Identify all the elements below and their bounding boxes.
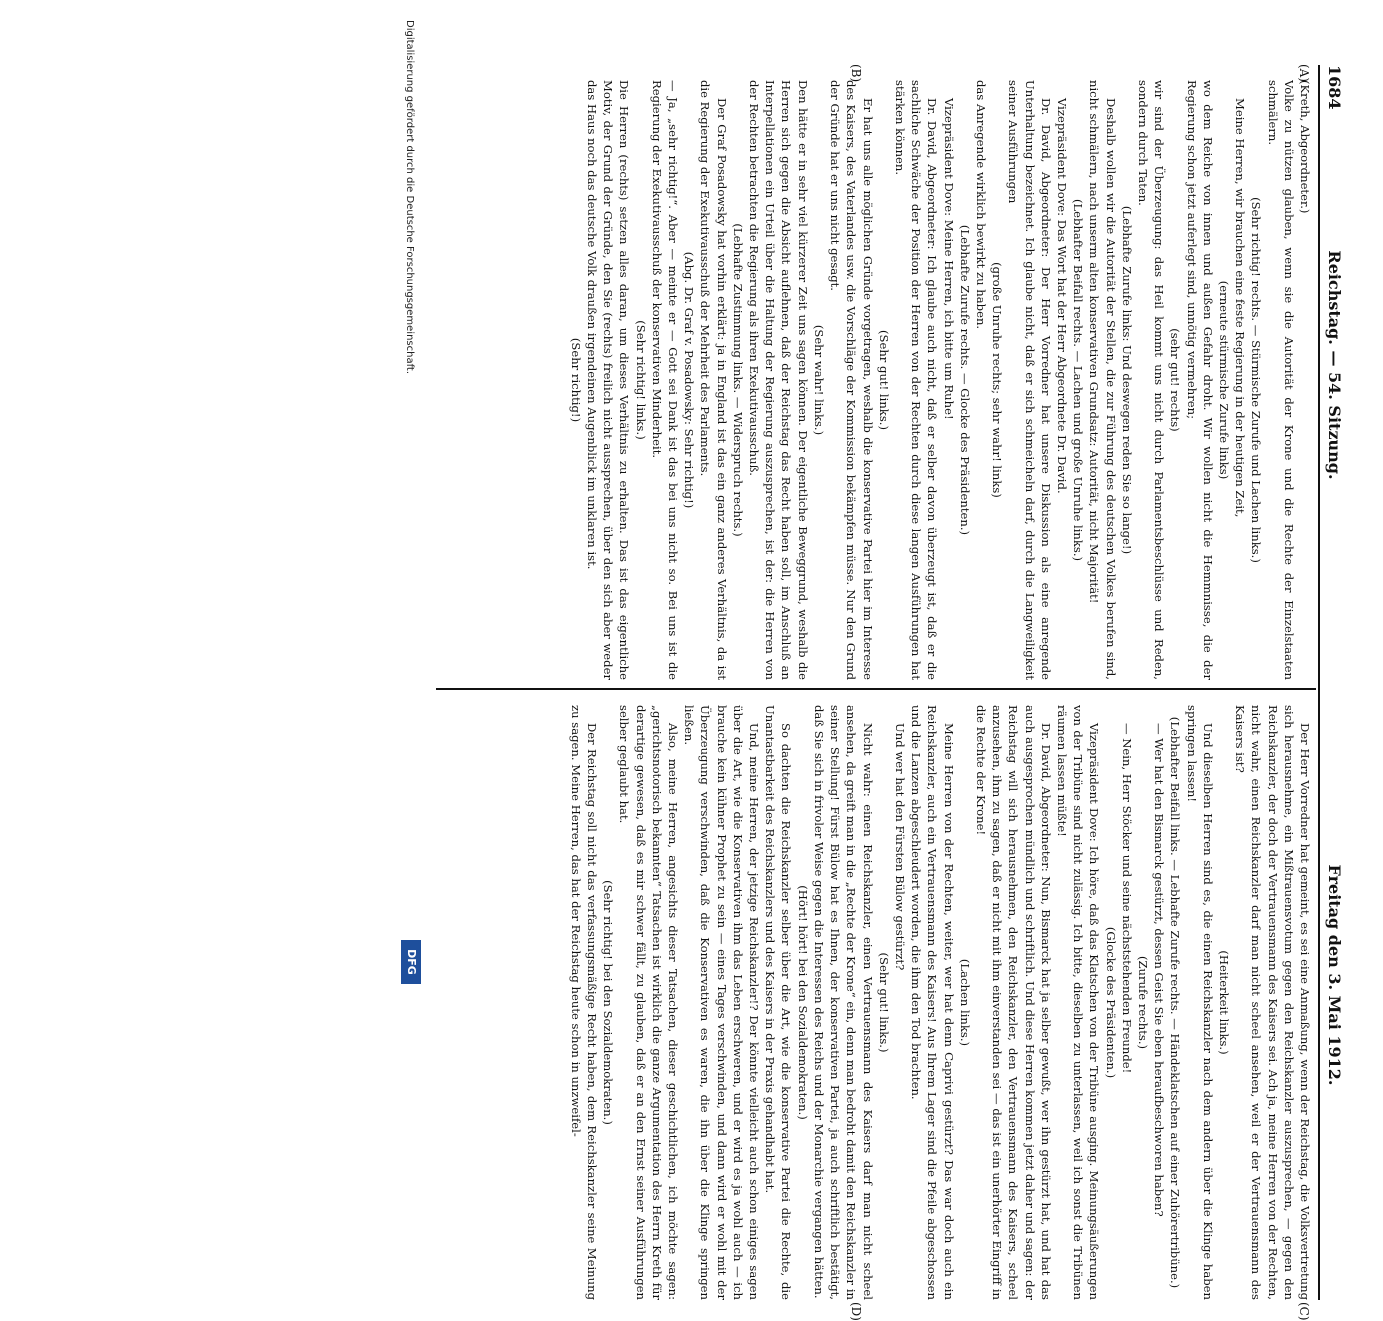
paragraph: Den hätte er in sehr viel kürzerer Zeit uns sagen können. Der eigentliche Beweggrund, weshalb die Herren sich gegen die Absicht auflehnen, daß der Reichstag das Recht haben soll, im Anschluß an Interpellationen ein Urteil über die Haltung der Regierung auszusprechen, ist der: die Herren von der Rechten betrachten die Regierung als ihren Exekutivausschuß. [747,80,810,680]
paragraph: So dachten die Reichskanzler selber über die Art, wie die konservative Partei die Rechte, die Unantastbarkeit des Reichskanzlers und des Kaisers in der Praxis gehandhabt hat. [763,705,794,1300]
paragraph: Der Herr Vorredner hat gemeint, es sei eine Anmaßung, wenn der Reichstag, die Volksvertretung sich herausnehme, ein Mißtrauensvotum gegen den Reichskanzler auszusprechen, — gegen den Reichskanzler, der doch der Vertrauensmann des Kaisers sei. Ach ja, meine Herren von der Rechten, nicht wahr, einen Reichskanzler darf man nicht scheel ansehen, weil er der Vertrauensmann des Kaisers ist? [1233,705,1312,1300]
running-title-right: Freitag den 3. Mai 1912. [1325,864,1344,1086]
margin-marker-c: (C) [1297,1302,1311,1321]
header-rule [1318,65,1320,1300]
paragraph: Dr. David, Abgeordneter: Der Herr Vorredner hat unsere Diskussion als eine anregende Unterhaltung bezeichnet. Ich glaube nicht, daß er sich schmeicheln darf, durch die Langweiligkeit seiner Ausführungen [1006,80,1053,680]
paragraph: Und dieselben Herren sind es, die einen Reichskanzler nach dem andern über die Klinge haben springen lassen! [1184,705,1215,1300]
paragraph: Der Reichstag soll nicht das verfassungsmäßige Recht haben, dem Reichskanzler seine Meinung zu sagen. Meine Herren, das hat der Reichstag heute schon in unzweifel- [568,705,600,1300]
paragraph: Meine Herren von der Rechten, weiter, wer hat denn Caprivi gestürzt? Das war doch auch ein Reichskanzler, auch ein Vertrauensmann des Kaisers! Aus Ihrem Lager sind die Pfeile abgeschossen und die Lanzen abgeschleudert worden, die ihm den Tod brachten. [909,705,956,1300]
interjection: (Lebhafter Beifall links. — Lebhafte Zurufe rechts. — Händeklatschen auf einer Zuhörertribüne.) [1168,716,1183,1289]
interjection: (Hört! hört! bei den Sozialdemokraten.) [795,885,810,1120]
paragraph: wo dem Reiche von innen und außen Gefahr droht. Wir wollen nicht die Hemmnisse, die der Regierung schon jetzt auferlegt sind, unnötig vermehren; [1184,80,1215,680]
interjection: (Sehr richtig! links.) [633,320,648,440]
digitization-credit: Digitalisierung gefördert durch die Deutsche Forschungsgemeinschaft. [404,20,415,375]
paragraph: Vizepräsident Dove: Meine Herren, ich bitte um Ruhe! [941,98,956,420]
paragraph: Meine Herren, wir brauchen eine feste Regierung in der heutigen Zeit, [1233,98,1248,518]
left-column [433,80,1313,680]
interjection: (Lachen links.) [957,958,972,1047]
paragraph: Vizepräsident Dove: Ich höre, daß das Klatschen von der Tribüne ausging. Meinungsäußerungen von der Tribüne sind nicht zulässig. Ich bitte, dieselben zu unterlassen, weil ich sonst die Tribünen räumen lassen müßte! [1054,705,1102,1300]
interjection: (Lebhafter Beifall rechts. — Lachen und große Unruhe links.) [1071,198,1086,562]
interjection: (Zurufe rechts.) [1135,955,1150,1050]
interjection: (Sehr richtig! rechts. — Stürmische Zurufe und Lachen links.) [1249,197,1264,563]
paragraph: Er hat uns alle möglichen Gründe vorgetragen, weshalb die konservative Partei hier im Interesse des Kaisers, des Vaterlandes usw. die Vorschläge der Kommission bekämpfen müsse. Nur den Grund der Gründe hat er uns nicht gesagt. [828,80,875,680]
page-header [1318,65,1348,1300]
interjection: (Lebhafte Zurufe links: Und deswegen reden Sie so lange!) [1119,205,1134,555]
dfg-logo: DFG [401,940,421,984]
margin-marker-b: (B) [849,64,863,83]
page-number: 1684 [1325,65,1344,110]
interjection: (Sehr wahr! links.) [811,324,826,436]
paragraph: das Anregende wirklich bewirkt zu haben. [973,80,988,330]
paragraph: Und wer hat den Fürsten Bülow gestürzt? [892,723,907,971]
interjection: (Sehr gut! links.) [876,952,891,1053]
paragraph: Also, meine Herren, angesichts dieser Tatsachen, dieser geschichtlichen, ich möchte sagen: „gerichtsnotorisch bekannten“ Tatsachen ist wirklich die ganze Argumentation des Herrn Kreth für derartige gewesen, daß es mir schwer fällt, zu glauben, daß er an den Ernst seiner Ausführungen selber geglaubt hat. [617,705,681,1300]
paragraph: — Wer hat den Bismarck gestürzt, dessen Geist Sie eben heraufbeschworen haben? [1152,723,1167,1217]
running-title-left: Reichstag. — 54. Sitzung. [1325,250,1344,480]
paragraph: Und, meine Herren, der jetzige Reichskanzler!? Der könnte vielleicht auch schon einiges sagen über die Art, wie die Konservativen ihm das Leben erschweren, und er wird es ja wohl auch — ich brauche kein kühner Prophet zu sein — eines Tages verschwinden, und dann wird er wohl mit der Überzeugung verschwinden, daß die Konservativen es waren, die ihn über die Klinge springen ließen. [682,705,762,1300]
interjection: (Glocke des Präsidenten.) [1103,926,1118,1079]
paragraph: — Nein, Herr Stöcker und seine nächststehenden Freunde! [1119,723,1134,1074]
paragraph: Deshalb wollen wir die Autorität der Stellen, die zur Führung des deutschen Volkes berufen sind, nicht schmälern, nach unserm alten konservativen Grundsatz: Autorität, nicht Majorität! [1087,80,1118,680]
paragraph: Der Graf Posadowsky hat vorhin erklärt: ja in England ist das ein ganz anderes Verhältnis, da ist die Regierung der Exekutivausschuß der Mehrheit des Parlaments. [698,80,729,680]
speaker-continuation: (Kreth, Abgeordneter.) [1298,80,1312,214]
paragraph: — Ja, „sehr richtig!“. Aber — meinte er — Gott sei Dank ist das bei uns nicht so. Bei uns ist die Regierung der Exekutivausschuß der konservativen Minderheit. [649,80,681,680]
interjection: (große Unruhe rechts; sehr wahr! links) [990,262,1005,498]
paragraph: Die Herren (rechts) setzen alles daran, um dieses Verhältnis zu erhalten. Das ist das eigentliche Motiv, der Grund der Gründe, den Sie (rechts) freilich nicht aussprechen, über den sich aber weder das Haus noch das deutsche Volk draußen irgendeinen Augenblick im unklaren ist. [585,80,632,680]
paragraph: Dr. David, Abgeordneter: Ich glaube auch nicht, daß er selber davon überzeugt ist, daß er die sachliche Schwäche der Position der Herren von der Rechten durch diese langen Ausführungen hat stärken können. [892,80,940,680]
interjection: (Lebhafte Zurufe rechts. — Glocke des Präsidenten.) [957,224,972,536]
interjection: (Lebhafte Zustimmung links. — Widerspruch rechts.) [730,223,745,537]
paragraph: Nicht wahr: einen Reichskanzler, einen Vertrauensmann des Kaisers darf man nicht scheel ansehen, da greift man in die „Rechte der Krone“ ein, denn man bedroht damit den Reichskanzler in seiner Stellung! Fürst Bülow hat es Ihnen, der konservativen Partei, ja auch schriftlich bestätigt, daß Sie sich in frivoler Weise gegen die Interessen des Reichs und der Monarchie vergangen hätten. [811,705,875,1300]
column-divider [436,688,1316,690]
right-column [433,705,1313,1300]
interjection: (Sehr richtig!) [568,337,583,423]
paragraph: Dr. David, Abgeordneter: Nun, Bismarck hat ja selber gewußt, wer ihn gestürzt hat, und hat das auch ausgesprochen mündlich und schriftlich. Und diese Herren kommen jetzt daher und sagen: der Reichstag will sich herausnehmen, den Reichskanzler, den Vertrauensmann des Kaisers, scheel anzusehen, ihm zu sagen, daß er nicht mit ihm einverstanden sei — das ist ein unerhörter Eingriff in die Rechte der Krone! [973,705,1053,1300]
interjection: (Abg. Dr. Graf v. Posadowsky: Sehr richtig!) [682,251,697,509]
paragraph: Volke zu nützen glauben, wenn sie die Autorität der Krone und die Rechte der Einzelstaaten schmälern. [1265,80,1296,680]
interjection: (Sehr richtig! bei den Sozialdemokraten.) [601,880,616,1125]
interjection: (erneute stürmische Zurufe links) [1216,280,1231,480]
paragraph: wir sind der Überzeugung: das Heil kommt uns nicht durch Parlamentsbeschlüsse und Reden, sondern durch Taten. [1135,80,1167,680]
interjection: (Heiterkeit links.) [1216,950,1231,1055]
interjection: (Sehr gut! links.) [876,330,891,430]
interjection: (sehr gut! rechts) [1168,328,1183,432]
margin-marker-a: (A) [1297,64,1311,83]
paragraph: Vizepräsident Dove: Das Wort hat der Herr Abgeordnete Dr. David. [1054,98,1069,494]
margin-marker-d: (D) [849,1302,863,1321]
